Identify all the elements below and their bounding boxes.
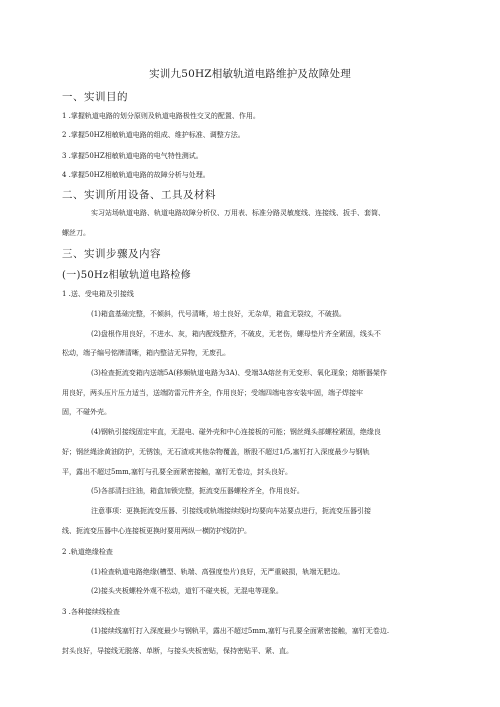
section-heading-steps: 三、实训步骤及内容 [62,248,161,260]
paragraph: 好；钢丝绳涂黄油防护，无锈蚀，无石渣或其他杂物覆盖，断股不超过1/5,塞钉打入深度最少与钢轨 [62,448,370,456]
paragraph: 平，露出不超过5mm,塞钉与孔要全面紧密接触，塞钉无卷边，封头良好。 [62,468,292,476]
paragraph: 固，不碰外壳。 [62,408,111,416]
subsection-heading: (一)50Hz相敏轨道电路检修 [62,270,192,281]
equipment-text: 螺丝刀。 [62,229,90,237]
paragraph: (5)各部清扫注油，箱盒加锁完整，扼流变压器螺栓齐全，作用良好。 [91,487,304,495]
purpose-item: 3 .掌握50HZ相敏轨道电路的电气特性测试。 [62,152,203,160]
paragraph: (3)检查扼流变箱内送端5A(移频轨道电路为3A)、受端3A熔丝有无变形、氧化现象；熔断器架作 [91,369,387,377]
paragraph: (4)钢轨引接线固定牢直，无混电、碰外壳和中心连接板的可能；钢丝绳头部螺栓紧固，绝缘良 [91,428,381,436]
paragraph: (2)盘根作用良好，不进水、灰，箱内配线整齐，不破皮，无老伤，螺母垫片齐全紧固，线头不 [91,330,381,338]
paragraph: 封头良好，导接线无脱落、单断，与接头夹板密贴，保持密贴平、紧、直。 [62,647,293,655]
paragraph: (1)箱盒基础完整，不倾斜，代号清晰，培土良好，无杂草，箱盒无裂纹，不破损。 [91,310,346,318]
paragraph: 松动，端子编号铭牌清晰，箱内整洁无异物，无废孔。 [62,349,230,357]
item-title: 3 .各种接续线检查 [62,608,120,616]
purpose-item: 2 .掌握50HZ相敏轨道电路的组成、维护标准、调整方法。 [62,131,245,139]
purpose-item: 4 .掌握50HZ相敏轨道电路的故障分析与处理。 [62,171,210,179]
document-title: 实训九50HZ相敏轨道电路维护及故障处理 [149,68,351,80]
equipment-text: 实习站场轨道电路、轨道电路故障分析仪、万用表、标准分路灵敏度线、连接线、扳手、套筒、 [91,209,385,217]
paragraph: (1)接续线塞钉打入深度最少与钢轨平，露出不超过5mm,塞钉与孔要全面紧密接触，塞钉无卷边. [91,627,390,635]
item-title: 1 .送、受电箱及引接线 [62,290,134,298]
purpose-item: 1 .掌握轨道电路的划分原则及轨道电路极性交叉的配置、作用。 [62,112,260,120]
section-heading-purpose: 一、实训目的 [62,91,128,103]
note-text: 注意事项：更换扼流变压器、引接线或轨端接续线时均要向车站要点进行，扼流变压器引接 [91,507,371,515]
section-heading-equipment: 二、实训所用设备、工具及材料 [62,189,216,201]
paragraph: 用良好，两头压片压力适当，送端防雷元件齐全，作用良好；受端四端电容安装牢固，端子焊接牢 [62,389,363,397]
paragraph: (1)检查轨道电路绝缘(槽型、轨端、高强度垫片)良好，无严重破损，轨端无肥边。 [91,568,345,576]
item-title: 2 .轨道绝缘检查 [62,548,113,556]
paragraph: (2)接头夹板螺栓外观不松动，道钉不碰夹板，无混电等现象。 [91,587,283,595]
note-text: 线、扼流变压器中心连接板更换时要用两纵一横防护线防护。 [62,527,251,535]
